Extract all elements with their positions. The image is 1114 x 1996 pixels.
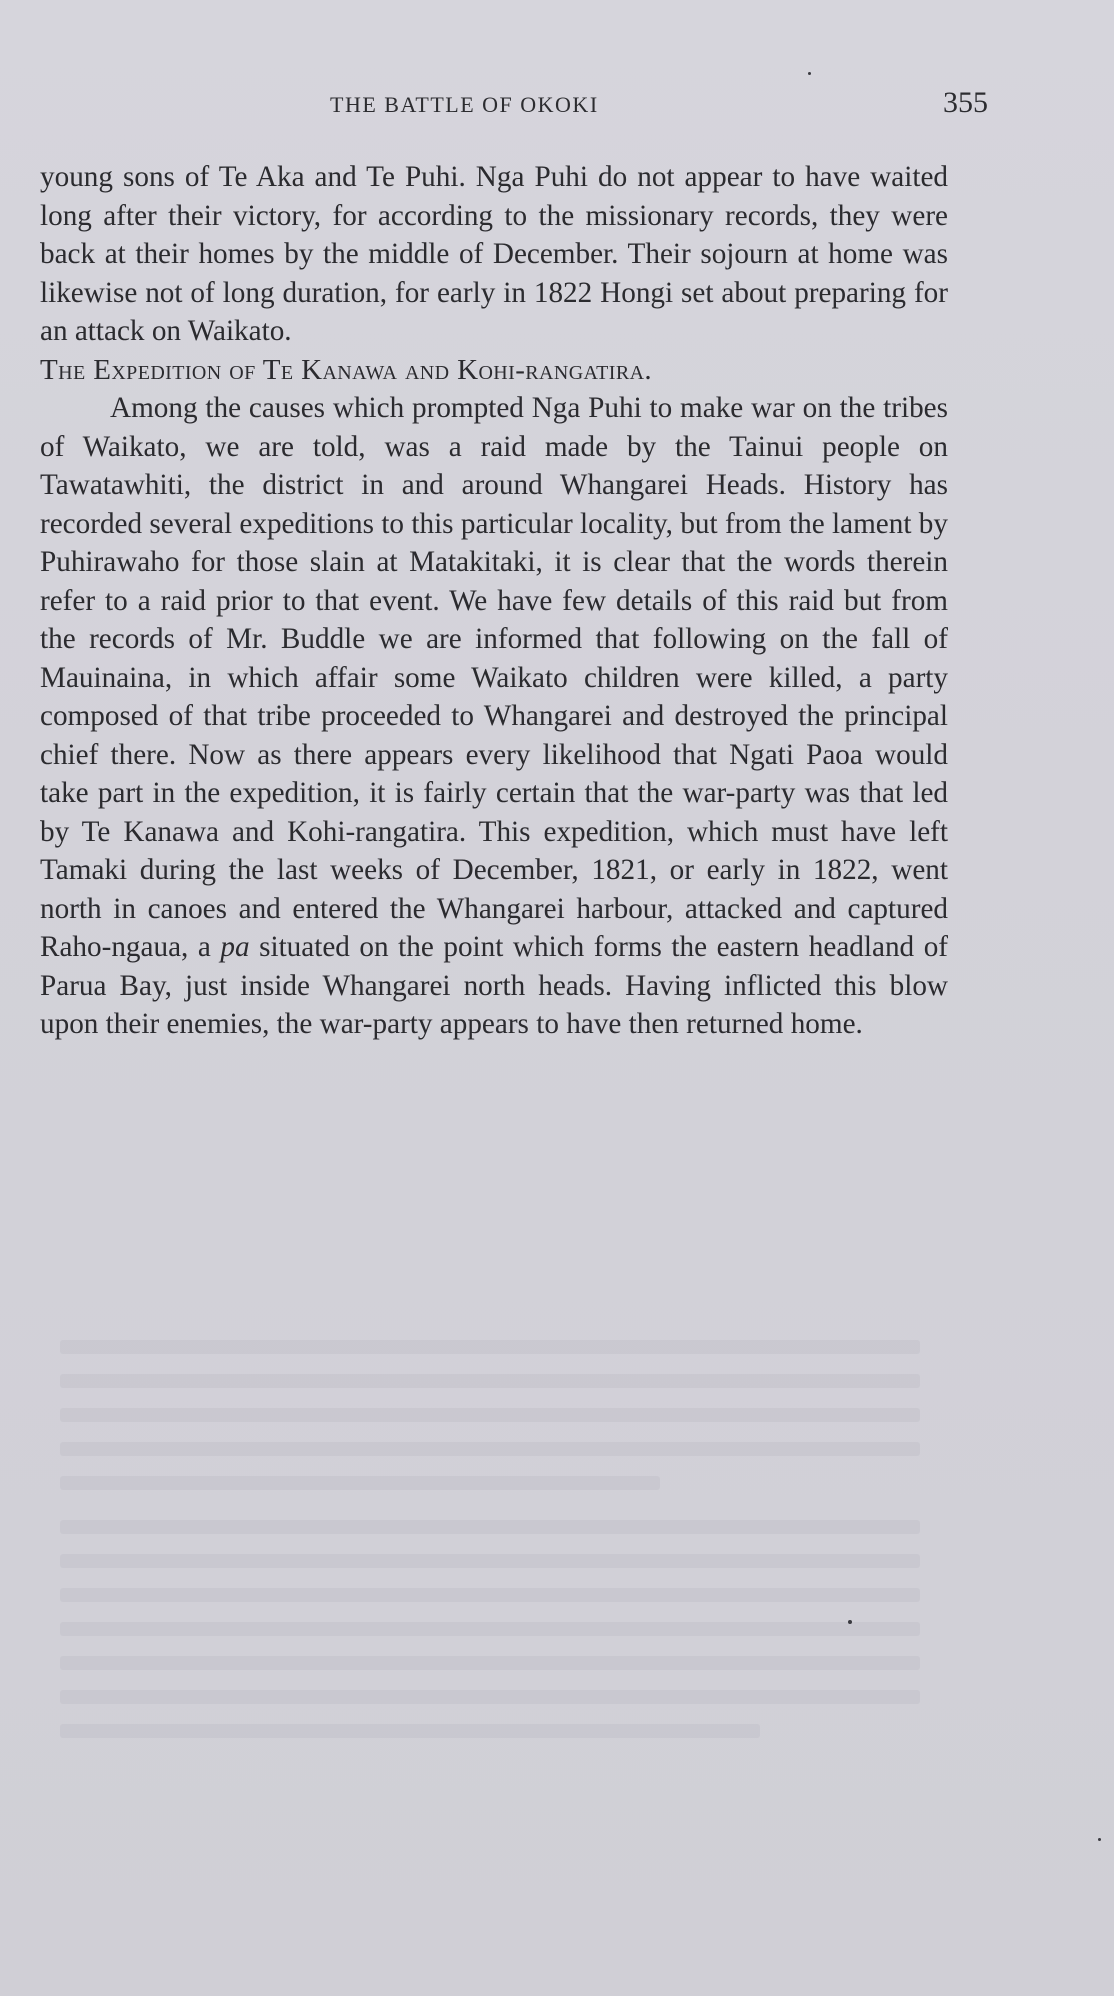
book-page [40, 0, 1050, 1996]
running-title: THE BATTLE OF OKOKI [330, 92, 599, 117]
paragraph-2-part-1: Among the causes which prompted Nga Puhi to make war on the tribes of Waikato, we are told, was a raid made by the Tainui people on Tawatawhiti, the district in and around Whangarei Heads. History has recorded several expeditions to this particular locality, but from the lament by Puhirawaho for those slain at Matakitaki, it is clear that the words therein refer to a raid prior to that event. We have few details of this raid but from the records of Mr. Buddle we are informed that following on the fall of Mauinaina, in which affair some Waikato children were killed, a party composed of that tribe proceeded to Whangarei and destroyed the principal chief there. Now as there appears every likelihood that Ngati Paoa would take part in the expedition, it is fairly certain that the war-party was that led by Te Kanawa and Kohi-rangatira. This expedition, which must have left Tamaki during the last weeks of December, 1821, or early in 1822, went north in canoes and entered the Whangarei harbour, attacked and captured Raho-ngaua, a [40, 392, 948, 963]
italic-term-pa: pa [220, 931, 250, 963]
paper-speck [848, 1620, 852, 1624]
paper-speck [808, 72, 811, 75]
running-header [40, 86, 988, 126]
paragraph-2-part-2: situated on the point which forms the eastern headland of Parua Bay, just inside Whangarei north heads. Having inflicted this blow upon their enemies, the war-party appears to have then returned home. [40, 931, 949, 1040]
paper-speck [1098, 1838, 1101, 1841]
paragraph-2 [40, 389, 948, 1044]
page-number: 355 [943, 86, 988, 119]
section-heading: The Expedition of Te Kanawa and Kohi-rangatira. [40, 353, 653, 386]
body-text [40, 158, 948, 1044]
paragraph-1: young sons of Te Aka and Te Puhi. Nga Puhi do not appear to have waited long after their victory, for according to the missionary records, they were back at their homes by the middle of December. Their sojourn at home was likewise not of long duration, for early in 1822 Hongi set about preparing for an attack on Waikato. [40, 161, 948, 347]
